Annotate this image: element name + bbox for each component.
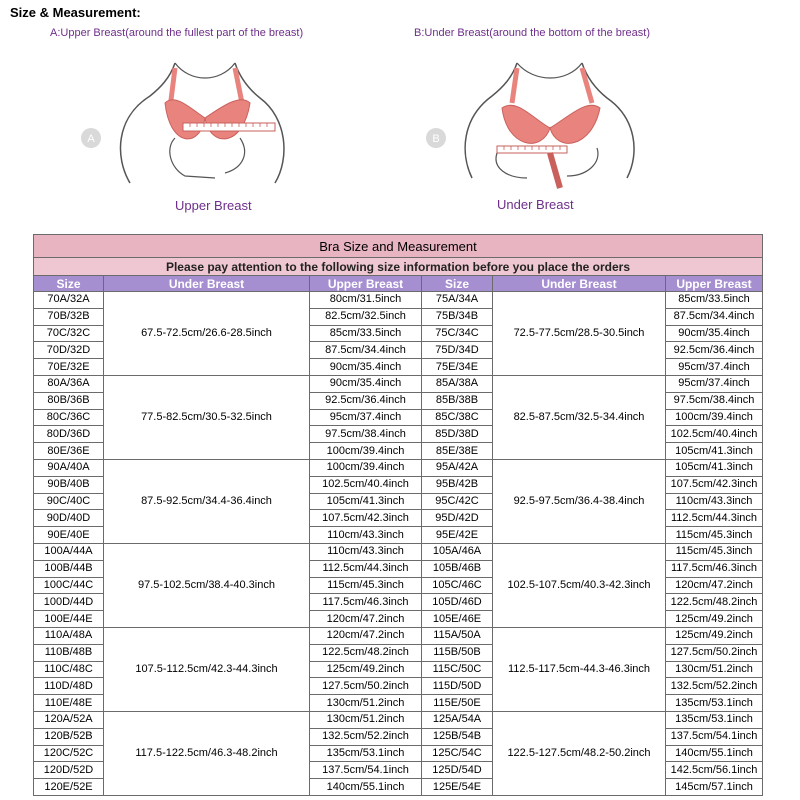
- upper-breast-cell: 130cm/51.2inch: [666, 661, 763, 678]
- size-cell: 85C/38C: [422, 409, 493, 426]
- size-cell: 70D/32D: [34, 342, 104, 359]
- size-cell: 80C/36C: [34, 409, 104, 426]
- under-breast-caption: Under Breast: [497, 197, 574, 212]
- badge-a-letter: A: [87, 133, 95, 145]
- upper-breast-cell: 140cm/55.1inch: [310, 779, 422, 796]
- upper-breast-cell: 107.5cm/42.3inch: [310, 510, 422, 527]
- size-cell: 70E/32E: [34, 359, 104, 376]
- under-breast-illustration: [422, 48, 652, 198]
- size-cell: 125B/54B: [422, 728, 493, 745]
- column-header-upper-breast: Upper Breast: [666, 276, 763, 292]
- upper-breast-cell: 97.5cm/38.4inch: [310, 426, 422, 443]
- upper-breast-cell: 105cm/41.3inch: [666, 459, 763, 476]
- size-cell: 75B/34B: [422, 308, 493, 325]
- upper-breast-cell: 95cm/37.4inch: [310, 409, 422, 426]
- upper-breast-cell: 117.5cm/46.3inch: [666, 560, 763, 577]
- upper-breast-cell: 80cm/31.5inch: [310, 292, 422, 309]
- size-cell: 95A/42A: [422, 459, 493, 476]
- size-cell: 110C/48C: [34, 661, 104, 678]
- size-cell: 90A/40A: [34, 459, 104, 476]
- size-cell: 90E/40E: [34, 527, 104, 544]
- column-header-upper-breast: Upper Breast: [310, 276, 422, 292]
- upper-breast-cell: 110cm/43.3inch: [310, 543, 422, 560]
- upper-breast-cell: 122.5cm/48.2inch: [310, 644, 422, 661]
- upper-breast-cell: 100cm/39.4inch: [310, 443, 422, 460]
- size-cell: 90D/40D: [34, 510, 104, 527]
- size-cell: 75A/34A: [422, 292, 493, 309]
- under-breast-range-cell: 82.5-87.5cm/32.5-34.4inch: [493, 375, 666, 459]
- size-cell: 125E/54E: [422, 779, 493, 796]
- upper-breast-cell: 112.5cm/44.3inch: [310, 560, 422, 577]
- size-cell: 75E/34E: [422, 359, 493, 376]
- size-cell: 70B/32B: [34, 308, 104, 325]
- upper-breast-cell: 120cm/47.2inch: [310, 611, 422, 628]
- upper-breast-cell: 110cm/43.3inch: [310, 527, 422, 544]
- upper-breast-illustration: [75, 48, 305, 198]
- under-breast-range-cell: 102.5-107.5cm/40.3-42.3inch: [493, 543, 666, 627]
- bra-cups-shape-b: [502, 105, 600, 143]
- upper-breast-cell: 132.5cm/52.2inch: [310, 728, 422, 745]
- size-cell: 100B/44B: [34, 560, 104, 577]
- size-cell: 125A/54A: [422, 711, 493, 728]
- size-cell: 90B/40B: [34, 476, 104, 493]
- table-row: [34, 375, 763, 392]
- upper-breast-cell: 115cm/45.3inch: [666, 527, 763, 544]
- table-title: Bra Size and Measurement: [34, 235, 763, 258]
- upper-breast-cell: 117.5cm/46.3inch: [310, 594, 422, 611]
- under-breast-range-cell: 77.5-82.5cm/30.5-32.5inch: [104, 375, 310, 459]
- upper-breast-cell: 97.5cm/38.4inch: [666, 392, 763, 409]
- upper-breast-cell: 140cm/55.1inch: [666, 745, 763, 762]
- upper-breast-cell: 127.5cm/50.2inch: [666, 644, 763, 661]
- size-cell: 115A/50A: [422, 627, 493, 644]
- size-table-body: [34, 292, 763, 796]
- size-cell: 100A/44A: [34, 543, 104, 560]
- upper-breast-cell: 95cm/37.4inch: [666, 359, 763, 376]
- upper-breast-cell: 125cm/49.2inch: [666, 611, 763, 628]
- size-cell: 85A/38A: [422, 375, 493, 392]
- upper-breast-cell: 95cm/37.4inch: [666, 375, 763, 392]
- table-notice: Please pay attention to the following size information before you place the orders: [34, 258, 763, 276]
- size-cell: 125D/54D: [422, 762, 493, 779]
- bra-size-table: [33, 234, 763, 796]
- under-breast-range-cell: 97.5-102.5cm/38.4-40.3inch: [104, 543, 310, 627]
- upper-breast-cell: 112.5cm/44.3inch: [666, 510, 763, 527]
- size-cell: 70C/32C: [34, 325, 104, 342]
- size-cell: 115C/50C: [422, 661, 493, 678]
- upper-breast-cell: 115cm/45.3inch: [666, 543, 763, 560]
- upper-breast-cell: 107.5cm/42.3inch: [666, 476, 763, 493]
- upper-breast-cell: 132.5cm/52.2inch: [666, 678, 763, 695]
- upper-breast-cell: 120cm/47.2inch: [666, 577, 763, 594]
- upper-breast-cell: 87.5cm/34.4inch: [666, 308, 763, 325]
- upper-breast-cell: 125cm/49.2inch: [666, 627, 763, 644]
- upper-breast-cell: 137.5cm/54.1inch: [310, 762, 422, 779]
- upper-breast-instruction: A:Upper Breast(around the fullest part of the breast): [50, 27, 304, 39]
- upper-breast-cell: 90cm/35.4inch: [666, 325, 763, 342]
- upper-breast-caption: Upper Breast: [175, 198, 252, 213]
- upper-breast-cell: 90cm/35.4inch: [310, 375, 422, 392]
- size-cell: 110E/48E: [34, 695, 104, 712]
- under-breast-range-cell: 122.5-127.5cm/48.2-50.2inch: [493, 711, 666, 795]
- size-cell: 85D/38D: [422, 426, 493, 443]
- under-breast-range-cell: 92.5-97.5cm/36.4-38.4inch: [493, 459, 666, 543]
- upper-breast-cell: 82.5cm/32.5inch: [310, 308, 422, 325]
- page-heading: Size & Measurement:: [10, 5, 141, 20]
- bra-cups-shape: [165, 100, 250, 139]
- table-row: [34, 459, 763, 476]
- size-cell: 125C/54C: [422, 745, 493, 762]
- upper-breast-cell: 125cm/49.2inch: [310, 661, 422, 678]
- size-cell: 75C/34C: [422, 325, 493, 342]
- size-cell: 120C/52C: [34, 745, 104, 762]
- size-cell: 70A/32A: [34, 292, 104, 309]
- size-cell: 105A/46A: [422, 543, 493, 560]
- column-header-size: Size: [34, 276, 104, 292]
- under-breast-range-cell: 87.5-92.5cm/34.4-36.4inch: [104, 459, 310, 543]
- size-cell: 85E/38E: [422, 443, 493, 460]
- under-breast-range-cell: 107.5-112.5cm/42.3-44.3inch: [104, 627, 310, 711]
- upper-breast-cell: 87.5cm/34.4inch: [310, 342, 422, 359]
- table-row: [34, 292, 763, 309]
- under-breast-instruction: B:Under Breast(around the bottom of the breast): [414, 27, 651, 39]
- upper-breast-cell: 92.5cm/36.4inch: [666, 342, 763, 359]
- under-breast-range-cell: 117.5-122.5cm/46.3-48.2inch: [104, 711, 310, 795]
- size-cell: 80B/36B: [34, 392, 104, 409]
- upper-breast-cell: 100cm/39.4inch: [310, 459, 422, 476]
- upper-breast-cell: 145cm/57.1inch: [666, 779, 763, 796]
- size-cell: 85B/38B: [422, 392, 493, 409]
- under-breast-range-cell: 112.5-117.5cm-44.3-46.3inch: [493, 627, 666, 711]
- column-header-under-breast: Under Breast: [104, 276, 310, 292]
- size-cell: 120D/52D: [34, 762, 104, 779]
- under-breast-range-cell: 72.5-77.5cm/28.5-30.5inch: [493, 292, 666, 376]
- size-cell: 90C/40C: [34, 493, 104, 510]
- upper-breast-cell: 120cm/47.2inch: [310, 627, 422, 644]
- upper-breast-cell: 102.5cm/40.4inch: [310, 476, 422, 493]
- size-cell: 80E/36E: [34, 443, 104, 460]
- upper-breast-cell: 90cm/35.4inch: [310, 359, 422, 376]
- upper-breast-cell: 137.5cm/54.1inch: [666, 728, 763, 745]
- size-cell: 110D/48D: [34, 678, 104, 695]
- size-cell: 105C/46C: [422, 577, 493, 594]
- upper-breast-cell: 85cm/33.5inch: [666, 292, 763, 309]
- upper-breast-cell: 102.5cm/40.4inch: [666, 426, 763, 443]
- upper-breast-cell: 122.5cm/48.2inch: [666, 594, 763, 611]
- upper-breast-cell: 127.5cm/50.2inch: [310, 678, 422, 695]
- size-cell: 95E/42E: [422, 527, 493, 544]
- upper-breast-cell: 105cm/41.3inch: [666, 443, 763, 460]
- under-breast-range-cell: 67.5-72.5cm/26.6-28.5inch: [104, 292, 310, 376]
- size-cell: 100C/44C: [34, 577, 104, 594]
- size-cell: 120E/52E: [34, 779, 104, 796]
- size-cell: 75D/34D: [422, 342, 493, 359]
- table-row: [34, 627, 763, 644]
- table-row: [34, 711, 763, 728]
- upper-breast-cell: 135cm/53.1inch: [666, 711, 763, 728]
- column-header-under-breast: Under Breast: [493, 276, 666, 292]
- size-cell: 100E/44E: [34, 611, 104, 628]
- size-cell: 95B/42B: [422, 476, 493, 493]
- size-cell: 95C/42C: [422, 493, 493, 510]
- upper-breast-cell: 142.5cm/56.1inch: [666, 762, 763, 779]
- upper-breast-cell: 92.5cm/36.4inch: [310, 392, 422, 409]
- upper-breast-cell: 130cm/51.2inch: [310, 695, 422, 712]
- upper-breast-cell: 110cm/43.3inch: [666, 493, 763, 510]
- size-cell: 120B/52B: [34, 728, 104, 745]
- table-row: [34, 543, 763, 560]
- size-cell: 100D/44D: [34, 594, 104, 611]
- size-cell: 105B/46B: [422, 560, 493, 577]
- size-cell: 120A/52A: [34, 711, 104, 728]
- column-header-size: Size: [422, 276, 493, 292]
- upper-breast-cell: 135cm/53.1inch: [310, 745, 422, 762]
- badge-b-letter: B: [432, 133, 440, 145]
- upper-breast-cell: 85cm/33.5inch: [310, 325, 422, 342]
- size-cell: 110A/48A: [34, 627, 104, 644]
- upper-breast-cell: 135cm/53.1inch: [666, 695, 763, 712]
- size-cell: 95D/42D: [422, 510, 493, 527]
- size-cell: 80D/36D: [34, 426, 104, 443]
- upper-breast-cell: 115cm/45.3inch: [310, 577, 422, 594]
- upper-breast-cell: 100cm/39.4inch: [666, 409, 763, 426]
- size-cell: 115E/50E: [422, 695, 493, 712]
- size-cell: 80A/36A: [34, 375, 104, 392]
- upper-breast-cell: 105cm/41.3inch: [310, 493, 422, 510]
- upper-breast-cell: 130cm/51.2inch: [310, 711, 422, 728]
- size-cell: 115D/50D: [422, 678, 493, 695]
- size-cell: 105E/46E: [422, 611, 493, 628]
- size-cell: 110B/48B: [34, 644, 104, 661]
- size-cell: 105D/46D: [422, 594, 493, 611]
- size-cell: 115B/50B: [422, 644, 493, 661]
